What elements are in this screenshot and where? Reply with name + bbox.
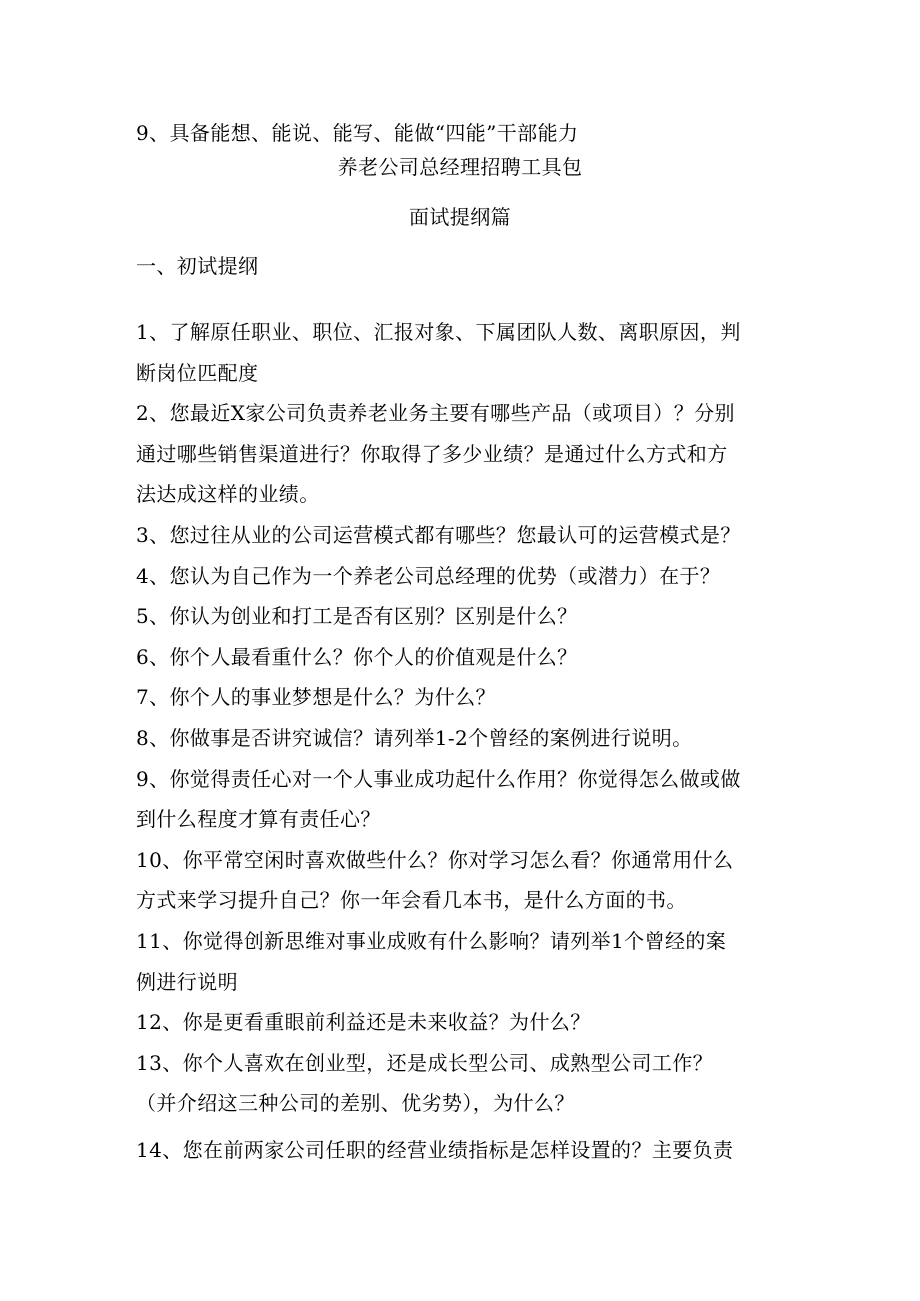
question-11-line-2: 例进行说明 — [136, 970, 238, 994]
section-title: 面试提纲篇 — [409, 205, 511, 229]
question-4: 4、您认为自己作为一个养老公司总经理的优势（或潜力）在于？ — [136, 564, 721, 588]
question-12: 12、你是更看重眼前利益还是未来收益？为什么？ — [136, 1010, 591, 1034]
question-1-line-2: 断岗位匹配度 — [136, 361, 259, 385]
question-14-line-1: 14、您在前两家公司任职的经营业绩指标是怎样设置的？主要负责 — [136, 1138, 734, 1162]
question-10-line-1: 10、你平常空闲时喜欢做些什么？你对学习怎么看？你通常用什么 — [136, 848, 734, 872]
question-2-line-1: 2、您最近X家公司负责养老业务主要有哪些产品（或项目）？分别 — [136, 401, 735, 425]
question-3: 3、您过往从业的公司运营模式都有哪些？您最认可的运营模式是？ — [136, 523, 741, 547]
question-6: 6、你个人最看重什么？你个人的价值观是什么？ — [136, 645, 578, 669]
question-7: 7、你个人的事业梦想是什么？为什么？ — [136, 685, 496, 709]
question-5: 5、你认为创业和打工是否有区别？区别是什么？ — [136, 604, 578, 628]
question-13-line-2: （并介绍这三种公司的差别、优劣势），为什么？ — [136, 1091, 575, 1115]
question-8: 8、你做事是否讲究诚信？请列举1-2个曾经的案例进行说明。 — [136, 726, 693, 750]
subsection-heading: 一、初试提纲 — [136, 254, 259, 278]
question-9-line-2: 到什么程度才算有责任心？ — [136, 807, 381, 831]
question-11-line-1: 11、你觉得创新思维对事业成败有什么影响？请列举1个曾经的案 — [136, 929, 727, 953]
question-9-line-1: 9、你觉得责任心对一个人事业成功起什么作用？你觉得怎么做或做 — [136, 767, 741, 791]
question-2-line-3: 法达成这样的业绩。 — [136, 482, 320, 506]
document-title: 养老公司总经理招聘工具包 — [337, 155, 583, 179]
text-line-intro-item-9: 9、具备能想、能说、能写、能做“四能”干部能力 — [136, 121, 579, 145]
question-1-line-1: 1、了解原任职业、职位、汇报对象、下属团队人数、离职原因，判 — [136, 320, 741, 344]
question-10-line-2: 方式来学习提升自己？你一年会看几本书，是什么方面的书。 — [136, 888, 687, 912]
question-13-line-1: 13、你个人喜欢在创业型，还是成长型公司、成熟型公司工作？ — [136, 1051, 714, 1075]
question-2-line-2: 通过哪些销售渠道进行？你取得了多少业绩？是通过什么方式和方 — [136, 442, 728, 466]
